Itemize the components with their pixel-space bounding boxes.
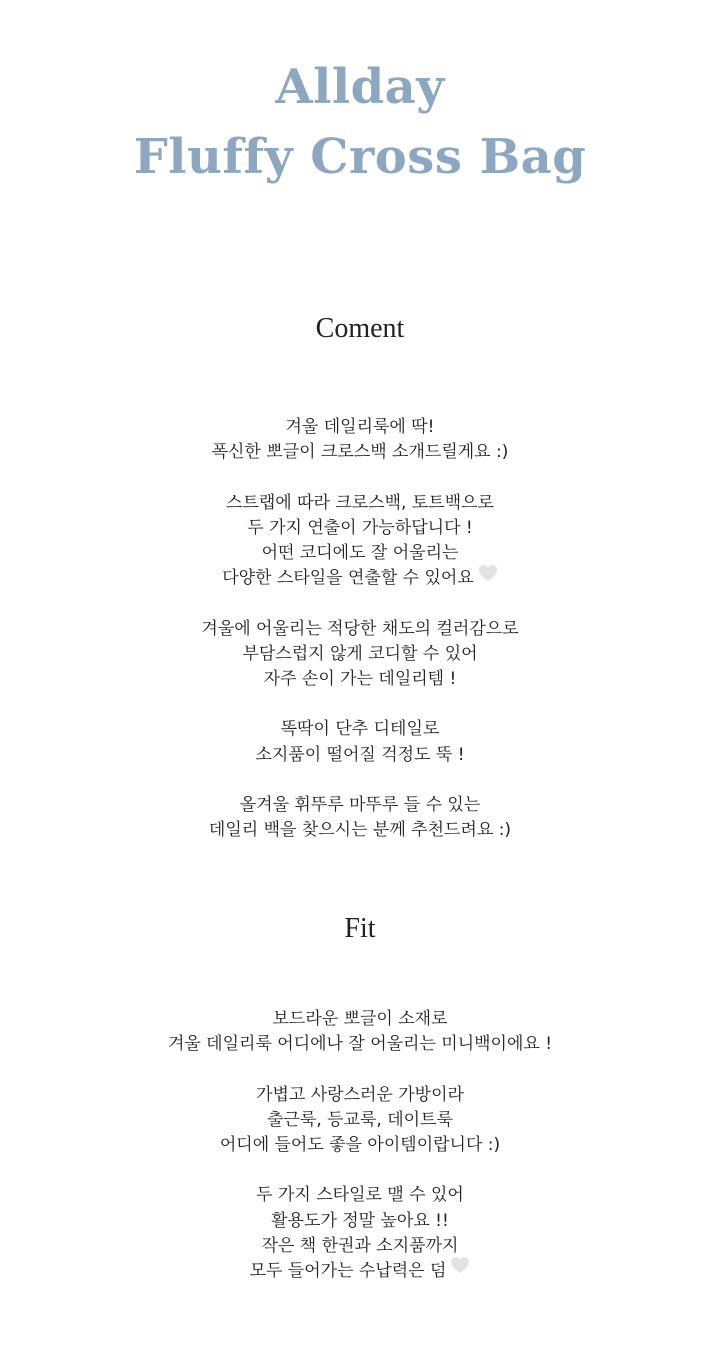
- coment-paragraph-2: [0, 491, 720, 592]
- coment-line: 두 가지 연출이 가능하답니다 !: [247, 517, 473, 538]
- coment-paragraph-4: [0, 717, 720, 767]
- coment-line: 겨울 데일리룩에 딱!: [285, 417, 435, 437]
- fit-line: 보드라운 뽀글이 소재로: [272, 1009, 448, 1029]
- coment-line: 똑딱이 단추 디테일로: [280, 719, 440, 740]
- coment-line: 다양한 스타일을 연출할 수 있어요: [222, 568, 474, 589]
- fit-line: 가볍고 사랑스러운 가방이라: [256, 1084, 464, 1105]
- coment-line: 어떤 코디에도 잘 어울리는: [261, 543, 459, 563]
- coment-line: 소지품이 떨어질 걱정도 뚝 !: [255, 744, 465, 765]
- fit-line: 두 가지 스타일로 맬 수 있어: [256, 1185, 464, 1206]
- fit-paragraph-2: [0, 1083, 720, 1159]
- product-title: [0, 52, 720, 192]
- coment-line: 부담스럽지 않게 코디할 수 있어: [242, 643, 478, 664]
- coment-text: [0, 415, 720, 843]
- fit-text: [0, 1007, 720, 1284]
- fit-paragraph-1: [0, 1007, 720, 1057]
- coment-line: 겨울에 어울리는 적당한 채도의 컬러감으로: [201, 618, 519, 639]
- fit-line: 모두 들어가는 수납력은 덤: [249, 1261, 447, 1281]
- coment-paragraph-1: [0, 415, 720, 465]
- fit-line: 겨울 데일리룩 어디에나 잘 어울리는 미니백이에요 !: [167, 1034, 553, 1055]
- fit-paragraph-3: [0, 1183, 720, 1284]
- product-title-line-2: Fluffy Cross Bag: [133, 129, 587, 185]
- coment-line-with-heart: [0, 566, 720, 591]
- coment-line: 폭신한 뽀글이 크로스백 소개드릴게요 :): [211, 442, 509, 463]
- coment-line: 자주 손이 가는 데일리템 !: [263, 669, 457, 689]
- white-heart-icon: [450, 1256, 470, 1282]
- fit-line: 어디에 들어도 좋을 아이템이랍니다 :): [219, 1135, 501, 1155]
- white-heart-icon: [478, 564, 498, 590]
- product-title-line-1: Allday: [275, 59, 445, 115]
- coment-line: 올겨울 휘뚜루 마뚜루 들 수 있는: [239, 794, 481, 815]
- fit-line: 작은 책 한권과 소지품까지: [261, 1235, 459, 1256]
- fit-line: 출근룩, 등교룩, 데이트룩: [267, 1109, 453, 1130]
- fit-line: 활용도가 정말 높아요 !!: [271, 1210, 449, 1231]
- coment-paragraph-5: [0, 793, 720, 843]
- coment-paragraph-3: [0, 617, 720, 693]
- coment-line: 데일리 백을 찾으시는 분께 추천드려요 :): [208, 820, 512, 841]
- fit-line-with-heart: [0, 1259, 720, 1284]
- fit-heading: Fit: [344, 913, 376, 944]
- coment-line: 스트랩에 따라 크로스백, 토트백으로: [226, 492, 494, 513]
- coment-heading: Coment: [315, 313, 405, 344]
